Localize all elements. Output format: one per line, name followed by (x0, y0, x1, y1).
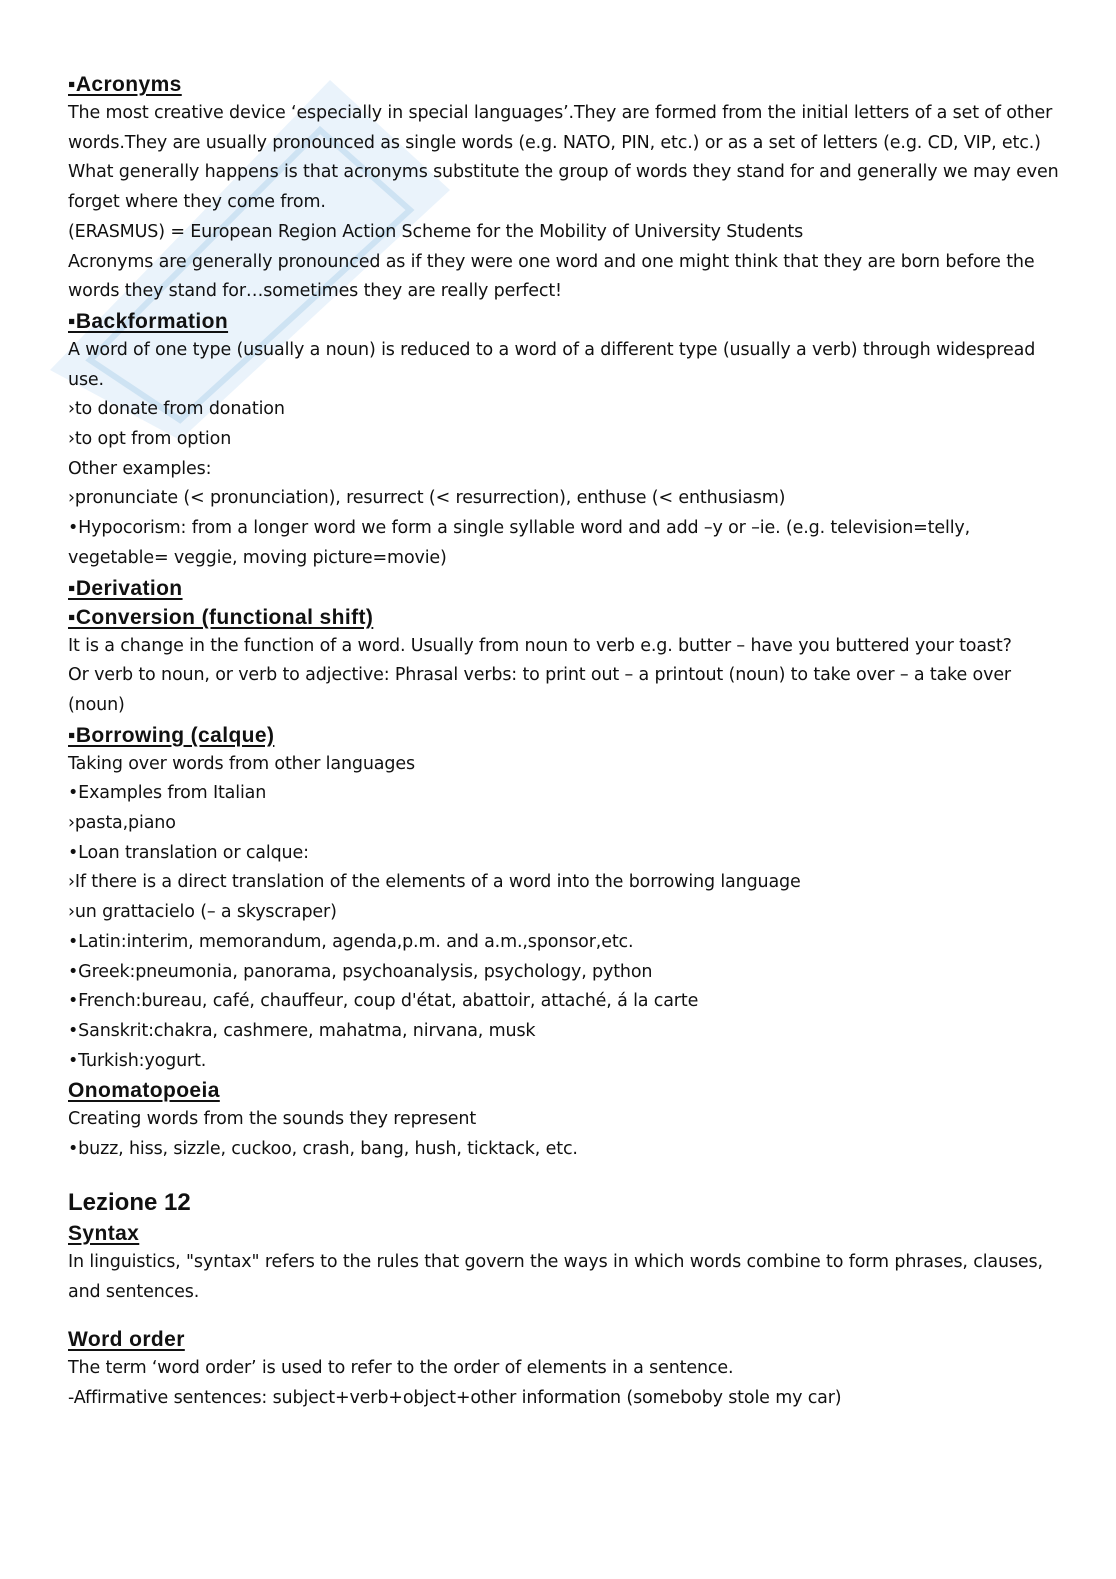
borrowing-paragraph-1: Taking over words from other languages (68, 753, 415, 774)
onomatopoeia-paragraph-2: •buzz, hiss, sizzle, cuckoo, crash, bang, hush, ticktack, etc. (68, 1139, 578, 1160)
acronyms-paragraph-2: What generally happens is that acronyms substitute the group of words they stand for and generally we may even forget where they come from. (68, 162, 1059, 213)
borrowing-paragraph-6: ›un grattacielo (– a skyscraper) (68, 902, 337, 923)
heading-syntax: Syntax (68, 1221, 140, 1245)
heading-conversion: ▪Conversion (functional shift) (68, 605, 374, 629)
conversion-paragraph-2: Or verb to noun, or verb to adjective: Phrasal verbs: to print out – a printout (noun) to take over – a take over (noun) (68, 665, 1011, 715)
backformation-paragraph-6: •Hypocorism: from a longer word we form a single syllable word and add –y or –ie. (e.g. television=telly, vegetable= veggie, moving picture=movie) (68, 518, 971, 568)
backformation-paragraph-5: ›pronunciate (< pronunciation), resurrect (< resurrection), enthuse (< enthusiasm) (68, 488, 786, 509)
heading-borrowing: ▪Borrowing (calque) (68, 723, 275, 747)
borrowing-paragraph-9: •French:bureau, café, chauffeur, coup d'état, abattoir, attaché, á la carte (68, 991, 699, 1012)
borrowing-paragraph-5: ›If there is a direct translation of the elements of a word into the borrowing language (68, 872, 801, 893)
borrowing-paragraph-3: ›pasta,piano (68, 813, 176, 834)
borrowing-paragraph-8: •Greek:pneumonia, panorama, psychoanalysis, psychology, python (68, 961, 653, 982)
backformation-paragraph-4: Other examples: (68, 458, 212, 479)
conversion-paragraph-1: It is a change in the function of a word. Usually from noun to verb e.g. butter – have you buttered your toast? (68, 635, 1012, 656)
onomatopoeia-paragraph-1: Creating words from the sounds they represent (68, 1109, 477, 1130)
borrowing-paragraph-4: •Loan translation or calque: (68, 842, 309, 863)
borrowing-paragraph-7: •Latin:interim, memorandum, agenda,p.m. and a.m.,sponsor,etc. (68, 931, 634, 952)
acronyms-paragraph-4: Acronyms are generally pronounced as if they were one word and one might think that they are born before the words they stand for…sometimes they are really perfect! (68, 251, 1035, 302)
heading-acronyms: ▪Acronyms (68, 73, 182, 96)
word-order-paragraph-1: The term ‘word order’ is used to refer to the order of elements in a sentence. (68, 1358, 734, 1379)
document-page (68, 70, 1068, 1414)
heading-onomatopoeia: Onomatopoeia (68, 1079, 220, 1103)
backformation-paragraph-3: ›to opt from option (68, 429, 232, 450)
borrowing-paragraph-2: •Examples from Italian (68, 783, 267, 804)
heading-backformation: ▪Backformation (68, 309, 229, 333)
word-order-paragraph-2: -Affirmative sentences: subject+verb+object+other information (someboby stole my car) (68, 1387, 842, 1408)
lesson-title: Lezione 12 (68, 1188, 191, 1216)
syntax-paragraph-1: In linguistics, "syntax" refers to the rules that govern the ways in which words combine to form phrases, clauses, and sentences. (68, 1251, 1043, 1302)
borrowing-paragraph-10: •Sanskrit:chakra, cashmere, mahatma, nirvana, musk (68, 1020, 536, 1041)
backformation-paragraph-1: A word of one type (usually a noun) is reduced to a word of a different type (usually a verb) through widespread use. (68, 339, 1036, 390)
acronyms-paragraph-1: The most creative device ‘especially in special languages’.They are formed from the initial letters of a set of other words.They are usually pronounced as single words (e.g. NATO, PIN, etc.) or as a set of letters (e.g. CD, VIP, etc.) (68, 103, 1053, 153)
backformation-paragraph-2: ›to donate from donation (68, 399, 285, 420)
heading-word-order: Word order (68, 1328, 185, 1352)
acronyms-paragraph-3: (ERASMUS) = European Region Action Scheme for the Mobility of University Students (68, 221, 804, 242)
heading-derivation: ▪Derivation (68, 576, 183, 600)
borrowing-paragraph-11: •Turkish:yogurt. (68, 1050, 207, 1071)
